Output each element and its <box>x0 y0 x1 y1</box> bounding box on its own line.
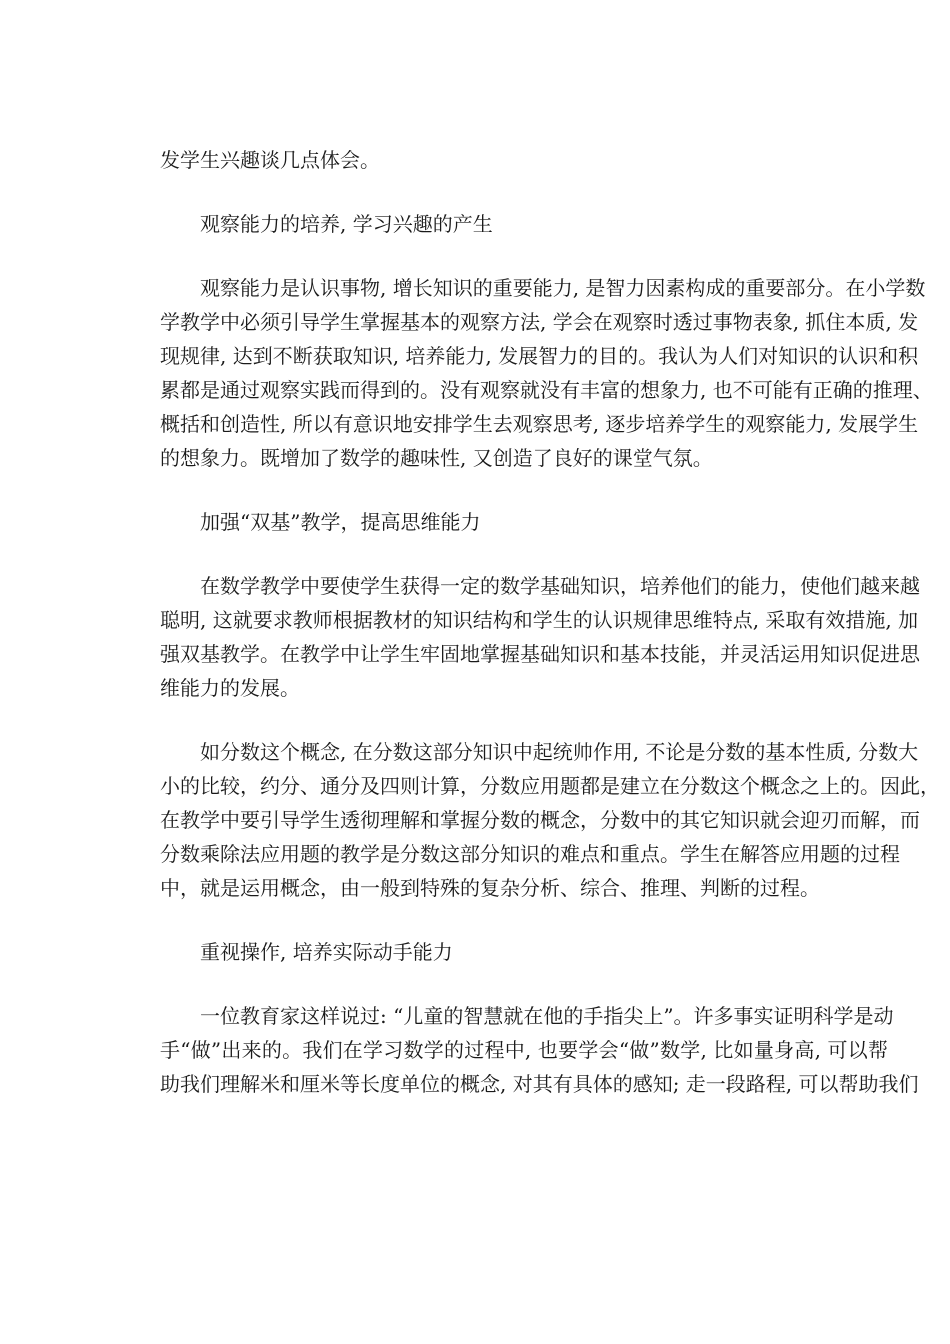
paragraph-line: 如分数这个概念, 在分数这部分知识中起统帅作用, 不论是分数的基本性质, 分数大 <box>200 740 919 764</box>
paragraph-line: 学教学中必须引导学生掌握基本的观察方法, 学会在观察时透过事物表象, 抓住本质, 发 <box>160 310 919 334</box>
section-heading <box>160 207 888 241</box>
paragraph-line: 在教学中要引导学生透彻理解和掌握分数的概念，分数中的其它知识就会迎刃而解，而 <box>160 808 920 832</box>
paragraph-line: 概括和创造性, 所以有意识地安排学生去观察思考, 逐步培养学生的观察能力, 发展学生 <box>160 412 919 436</box>
section-heading <box>160 505 888 539</box>
section-heading-text: 加强“双基”教学，提高思维能力 <box>200 510 481 534</box>
paragraph-line: 的想象力。既增加了数学的趣味性, 又创造了良好的课堂气氛。 <box>160 446 713 470</box>
paragraph-line: 手“做”出来的。我们在学习数学的过程中, 也要学会“做”数学, 比如量身高, 可以帮 <box>160 1038 888 1062</box>
section-heading-text: 重视操作, 培养实际动手能力 <box>200 940 453 964</box>
paragraph-line: 中，就是运用概念，由一般到特殊的复杂分析、综合、推理、判断的过程。 <box>160 876 820 900</box>
paragraph <box>160 569 920 705</box>
section-heading <box>160 935 888 969</box>
paragraph-line: 助我们理解米和厘米等长度单位的概念, 对其有具体的感知; 走一段路程, 可以帮助我们 <box>160 1072 919 1096</box>
paragraph-line: 聪明, 这就要求教师根据教材的知识结构和学生的认识规律思维特点, 采取有效措施, 加 <box>160 608 919 632</box>
paragraph <box>160 271 933 475</box>
document-page <box>160 143 940 1131</box>
paragraph <box>160 735 940 905</box>
paragraph-line: 小的比较，约分、通分及四则计算，分数应用题都是建立在分数这个概念之上的。因此， <box>160 774 940 798</box>
paragraph-line: 分数乘除法应用题的教学是分数这部分知识的难点和重点。学生在解答应用题的过程 <box>160 842 900 866</box>
paragraph-line: 观察能力是认识事物, 增长知识的重要能力, 是智力因素构成的重要部分。在小学数 <box>200 276 926 300</box>
paragraph-line: 维能力的发展。 <box>160 676 300 700</box>
paragraph-line: 发学生兴趣谈几点体会。 <box>160 148 380 172</box>
paragraph-line: 在数学教学中要使学生获得一定的数学基础知识，培养他们的能力，使他们越来越 <box>200 574 920 598</box>
section-heading-text: 观察能力的培养, 学习兴趣的产生 <box>200 212 493 236</box>
paragraph <box>160 999 919 1101</box>
paragraph-continued <box>160 143 888 177</box>
paragraph-line: 累都是通过观察实践而得到的。没有观察就没有丰富的想象力, 也不可能有正确的推理、 <box>160 378 933 402</box>
paragraph-line: 现规律, 达到不断获取知识, 培养能力, 发展智力的目的。我认为人们对知识的认识和积 <box>160 344 919 368</box>
paragraph-line: 强双基教学。在教学中让学生牢固地掌握基础知识和基本技能，并灵活运用知识促进思 <box>160 642 920 666</box>
paragraph-line: 一位教育家这样说过: “儿童的智慧就在他的手指尖上”。许多事实证明科学是动 <box>200 1004 894 1028</box>
